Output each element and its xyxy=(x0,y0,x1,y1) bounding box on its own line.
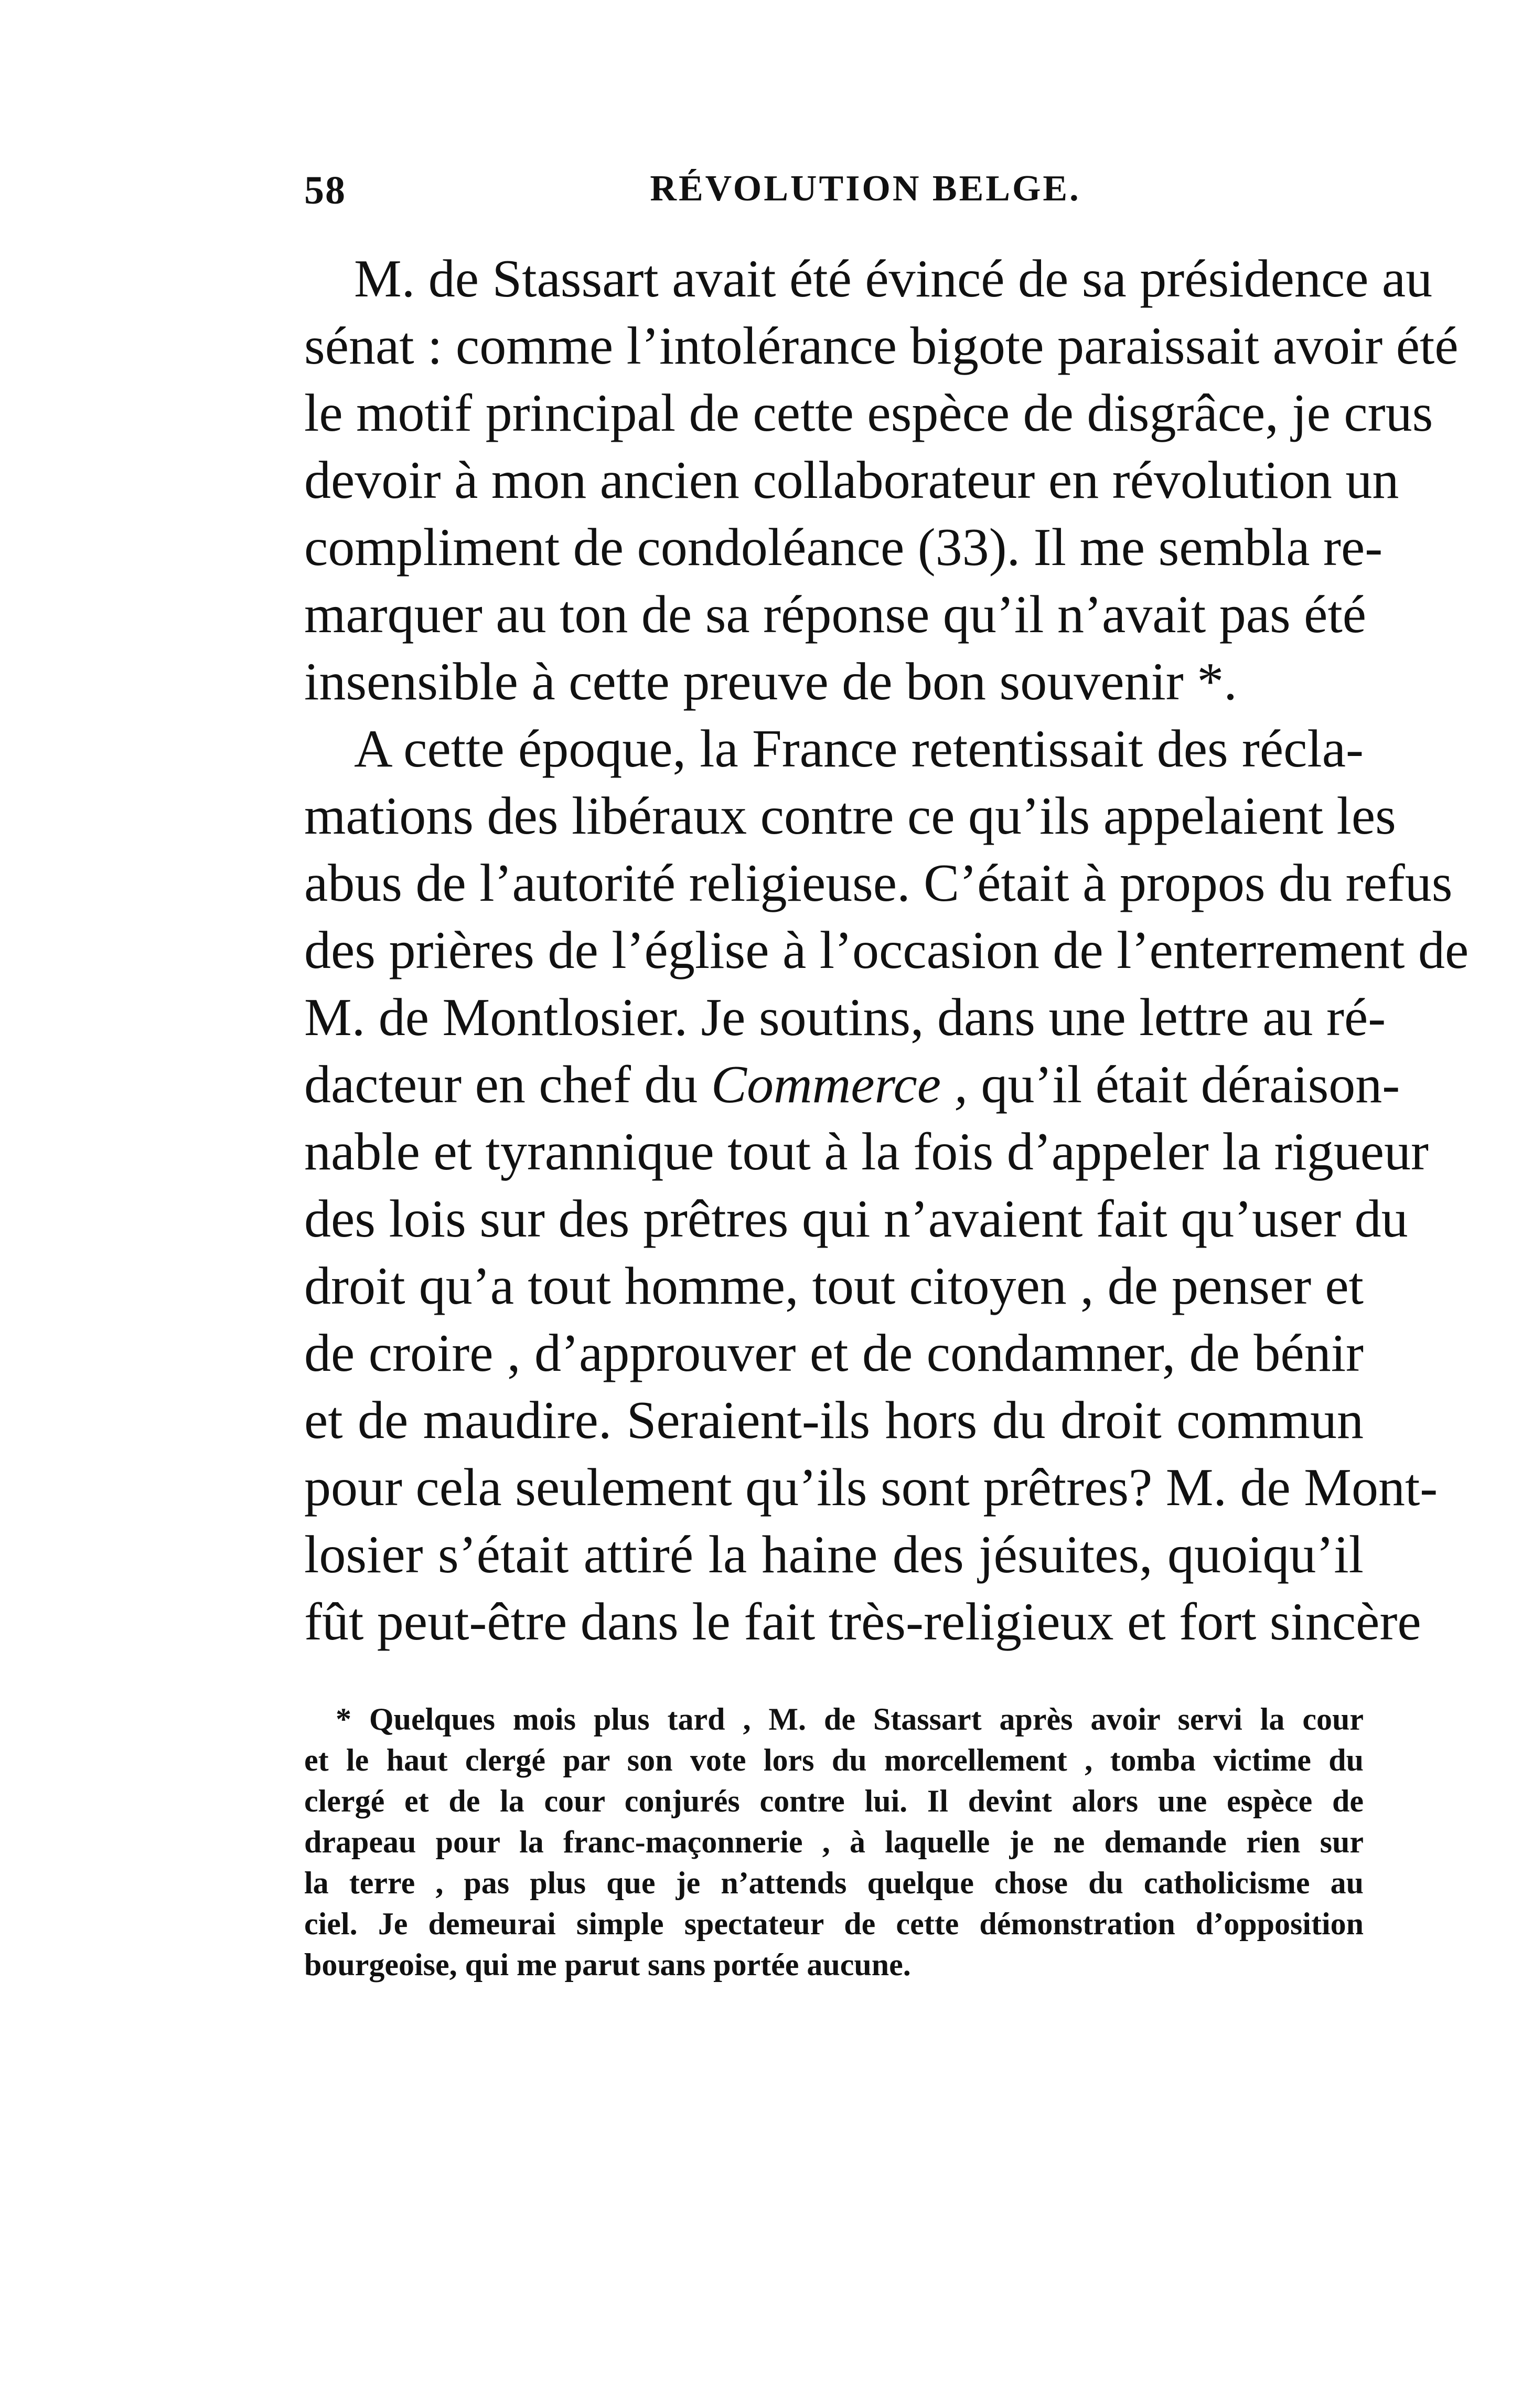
text-segment: dacteur en chef du xyxy=(304,1055,698,1114)
text-line: devoir à mon ancien collaborateur en révolution un xyxy=(304,451,1399,510)
page-number: 58 xyxy=(304,168,346,212)
footnote-line: et le haut clergé par son vote lors du morcellement , tomba victime du xyxy=(304,1743,1364,1777)
text-line: des lois sur des prêtres qui n’avaient fait qu’user du xyxy=(304,1189,1408,1249)
text-line: droit qu’a tout homme, tout citoyen , de penser et xyxy=(304,1256,1364,1316)
text-line: de croire , d’approuver et de condamner, de bénir xyxy=(304,1324,1364,1383)
footnote-line: bourgeoise, qui me parut sans portée aucune. xyxy=(304,1947,911,1982)
text-line: pour cela seulement qu’ils sont prêtres? M. de Mont- xyxy=(304,1458,1438,1517)
text-line: marquer au ton de sa réponse qu’il n’avait pas été xyxy=(304,585,1367,644)
main-text xyxy=(304,246,1469,1656)
text-line: insensible à cette preuve de bon souvenir *. xyxy=(304,652,1237,711)
text-line: losier s’était attiré la haine des jésuites, quoiqu’il xyxy=(304,1525,1364,1584)
text-line: sénat : comme l’intolérance bigote paraissait avoir été xyxy=(304,316,1459,376)
text-line: nable et tyrannique tout à la fois d’appeler la rigueur xyxy=(304,1122,1429,1181)
page-header xyxy=(304,168,1364,231)
text-segment: qu’il était déraison- xyxy=(981,1055,1400,1114)
footnote-line: la terre , pas plus que je n’attends quelque chose du catholicisme au xyxy=(304,1866,1364,1900)
text-line: compliment de condoléance (33). Il me sembla re- xyxy=(304,518,1383,577)
text-line: fût peut-être dans le fait très-religieux et fort sincère xyxy=(304,1592,1421,1651)
text-line xyxy=(304,1051,1400,1118)
text-line: mations des libéraux contre ce qu’ils appelaient les xyxy=(304,786,1396,846)
text-line: des prières de l’église à l’occasion de l’enterrement de xyxy=(304,921,1469,980)
newspaper-title: Commerce , xyxy=(711,1055,968,1114)
text-line: et de maudire. Seraient-ils hors du droit commun xyxy=(304,1391,1364,1450)
running-title: RÉVOLUTION BELGE. xyxy=(650,168,1081,209)
text-line: abus de l’autorité religieuse. C’était à propos du refus xyxy=(304,854,1453,913)
text-line: A cette époque, la France retentissait des récla- xyxy=(354,719,1364,779)
footnote-line: drapeau pour la franc-maçonnerie , à laquelle je ne demande rien sur xyxy=(304,1825,1364,1859)
footnote xyxy=(304,1699,1364,1985)
text-line: M. de Montlosier. Je soutins, dans une lettre au ré- xyxy=(304,988,1386,1047)
text-line: le motif principal de cette espèce de disgrâce, je crus xyxy=(304,383,1433,443)
footnote-line: clergé et de la cour conjurés contre lui. Il devint alors une espèce de xyxy=(304,1784,1364,1818)
footnote-line: ciel. Je demeurai simple spectateur de cette démonstration d’opposition xyxy=(304,1906,1364,1941)
footnote-line: * Quelques mois plus tard , M. de Stassart après avoir servi la cour xyxy=(336,1702,1364,1736)
text-line: M. de Stassart avait été évincé de sa présidence au xyxy=(354,249,1433,308)
